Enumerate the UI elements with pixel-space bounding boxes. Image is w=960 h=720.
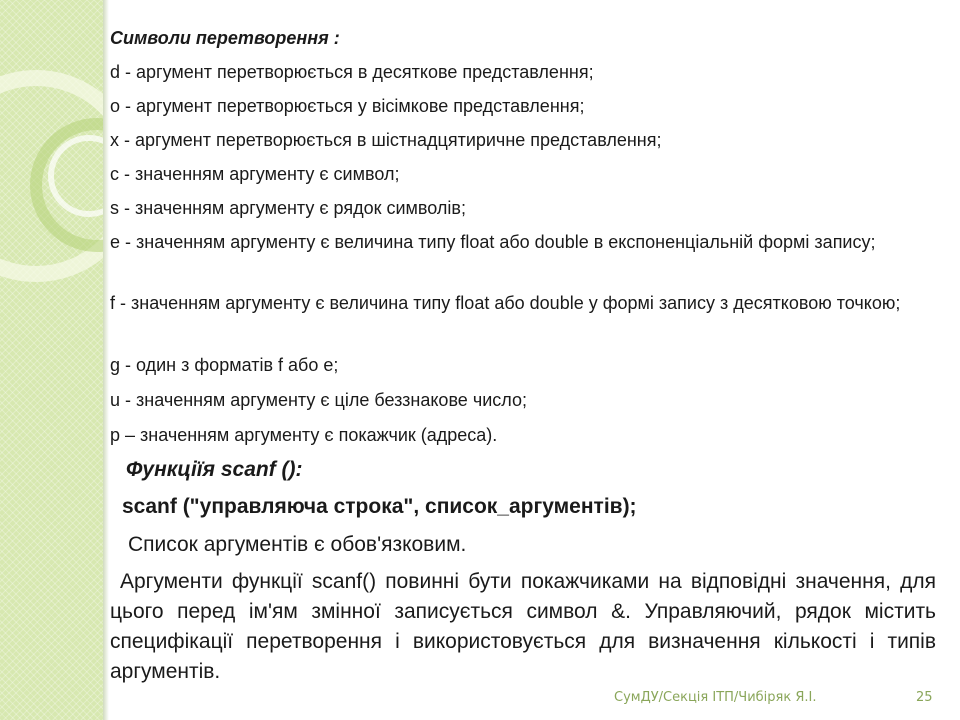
conversion-item-d: d - аргумент перетворюється в десяткове представлення;	[110, 62, 594, 82]
slide-content	[110, 0, 936, 690]
conversion-heading: Символи перетворення :	[110, 28, 340, 48]
args-required-note: Список аргументів є обов'язковим.	[128, 533, 467, 556]
conversion-item-g: g - один з форматів f або e;	[110, 355, 339, 375]
conversion-item-f: f - значенням аргументу є величина типу float або double у формі запису з десятковою точкою;	[110, 293, 901, 313]
page-number: 25	[916, 690, 933, 705]
conversion-item-x: x - аргумент перетворюється в шістнадцятиричне представлення;	[110, 130, 662, 150]
function-title: Функціїя scanf ():	[126, 458, 303, 481]
conversion-item-o: o - аргумент перетворюється у вісімкове представлення;	[110, 96, 585, 116]
conversion-item-e: e - значенням аргументу є величина типу float або double в експоненціальній формі запису;	[110, 232, 876, 252]
decorative-side-panel	[0, 0, 103, 720]
conversion-item-u: u - значенням аргументу є ціле беззнакове число;	[110, 390, 527, 410]
footer-author: СумДУ/Секція ІТП/Чибіряк Я.І.	[614, 690, 817, 705]
scanf-description: Аргументи функції scanf() повинні бути покажчиками на відповідні значення, для цього перед ім'ям змінної записується символ &. Управляючий, рядок містить специфікації перетворення і використовується для визначення кількості і типів аргументів.	[110, 570, 936, 683]
conversion-item-p: p – значенням аргументу є покажчик (адреса).	[110, 425, 498, 445]
conversion-item-c: c - значенням аргументу є символ;	[110, 164, 400, 184]
function-signature: scanf ("управляюча строка", список_аргументів);	[122, 495, 637, 518]
panel-divider	[103, 0, 109, 720]
conversion-item-s: s - значенням аргументу є рядок символів;	[110, 198, 466, 218]
